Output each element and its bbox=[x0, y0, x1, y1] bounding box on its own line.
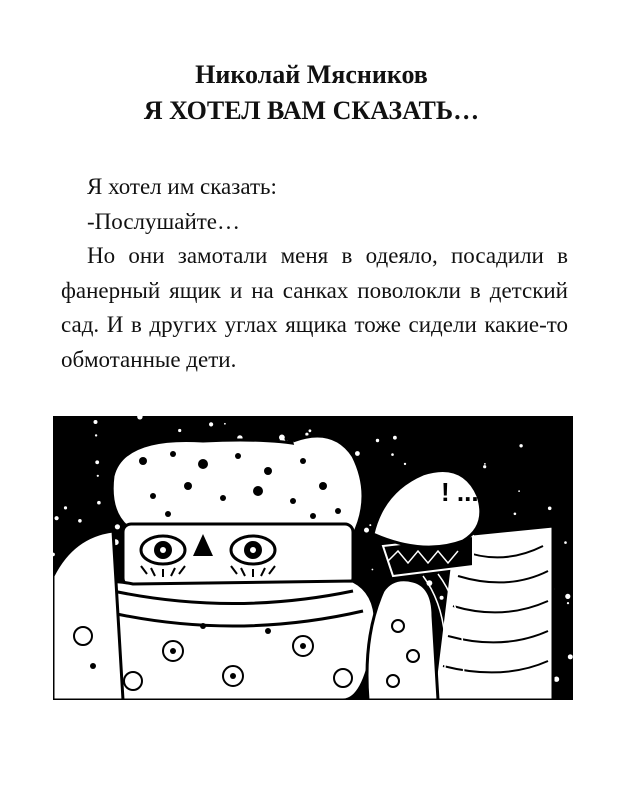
story-text bbox=[61, 170, 568, 377]
snowflake bbox=[209, 422, 213, 426]
snowflake bbox=[64, 506, 67, 509]
snowflake bbox=[115, 524, 120, 529]
snowflake bbox=[372, 569, 374, 571]
illustration-drawing bbox=[53, 416, 573, 700]
snowflake bbox=[95, 434, 97, 436]
snowflake bbox=[178, 429, 181, 432]
snowflake bbox=[393, 436, 397, 440]
snowflake bbox=[97, 475, 99, 477]
snowflake bbox=[483, 465, 486, 468]
snowflake bbox=[55, 516, 59, 520]
snowflake bbox=[518, 490, 520, 492]
snowflake bbox=[484, 463, 486, 465]
snowflake bbox=[355, 451, 360, 456]
illustration-child-in-sled-box bbox=[53, 416, 573, 700]
snowflake bbox=[565, 594, 570, 599]
paragraph-1: Я хотел им сказать: bbox=[87, 174, 277, 199]
snowflake bbox=[97, 501, 101, 505]
snowflake bbox=[95, 460, 99, 464]
snowflake bbox=[94, 420, 98, 424]
snowflake bbox=[568, 654, 573, 659]
story-title: Я ХОТЕЛ ВАМ СКАЗАТЬ… bbox=[143, 96, 480, 125]
snowflake bbox=[548, 507, 552, 511]
snowflake bbox=[369, 524, 371, 526]
snowflake bbox=[519, 444, 522, 447]
snowflake bbox=[440, 596, 444, 600]
snowflake bbox=[309, 429, 312, 432]
paragraph-2: -Послушайте… bbox=[87, 208, 241, 234]
snowflake bbox=[404, 463, 406, 465]
author-name: Николай Мясников bbox=[195, 60, 428, 89]
snowflake bbox=[514, 513, 517, 516]
snowflake bbox=[376, 439, 379, 442]
snowflake bbox=[567, 602, 569, 604]
speech-bubble-text: ! .... bbox=[441, 477, 486, 507]
snowflake bbox=[554, 677, 559, 682]
snowflake bbox=[364, 528, 369, 533]
snowflake bbox=[279, 435, 285, 441]
snowflake bbox=[224, 423, 226, 425]
paragraph-3: Но они замотали меня в одеяло, посадили в фанерный ящик и на санках поволокли в детский сад. И в других углах ящика тоже сидели какие-то обмотанные дети. bbox=[61, 243, 568, 372]
snowflake bbox=[391, 453, 394, 456]
snowflake bbox=[78, 519, 82, 523]
snowflake bbox=[564, 541, 567, 544]
